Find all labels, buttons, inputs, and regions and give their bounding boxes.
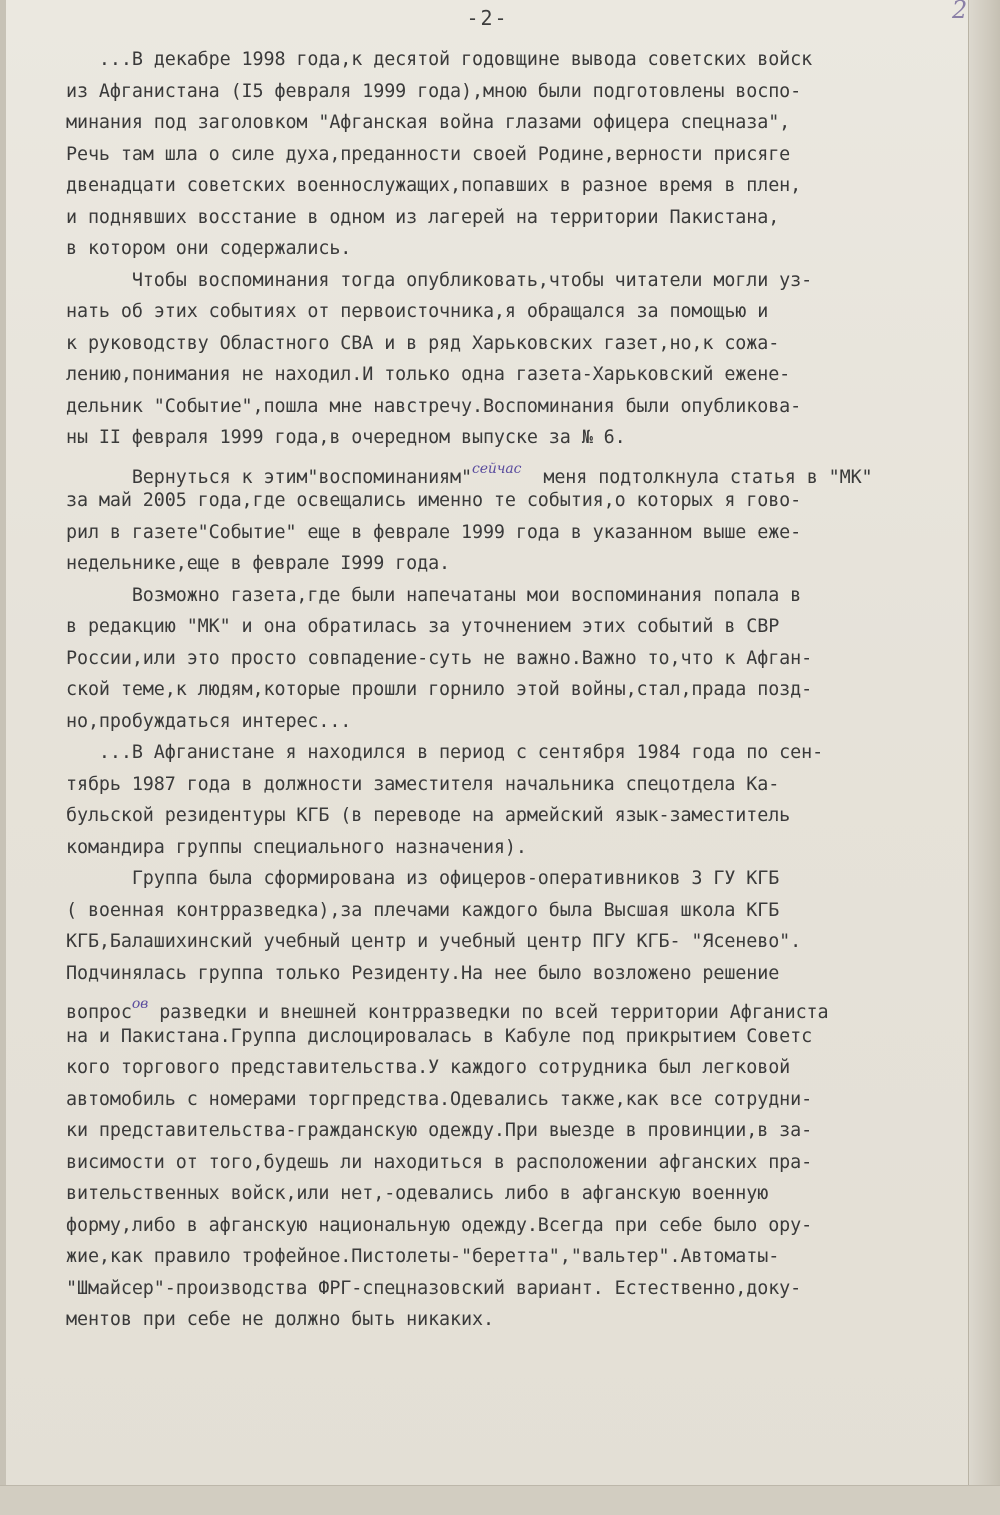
text-line: недельнике,еще в феврале I999 года.: [66, 553, 451, 574]
text-line: минания под заголовком "Афганская война глазами офицера спецназа",: [66, 112, 791, 133]
text-line: тябрь 1987 года в должности заместителя начальника спецотдела Ка-: [66, 773, 780, 795]
text-line: ментов при себе не должно быть никаких.: [66, 1309, 494, 1330]
text-line: бульской резидентуры КГБ (в переводе на армейский язык-заместитель: [66, 805, 791, 826]
text-line: в котором они содержались.: [66, 238, 352, 259]
page-bottom-edge: [0, 1485, 1000, 1515]
handwritten-insertion: сейчас: [471, 460, 522, 477]
text-line: Группа была сформирована из офицеров-оперативников 3 ГУ КГБ: [66, 868, 780, 889]
text-line: командира группы специального назначения).: [66, 836, 527, 858]
text-line: Чтобы воспоминания тогда опубликовать,чтобы читатели могли уз-: [66, 269, 813, 291]
text-line: Подчинялась группа только Резиденту.На нее было возложено решение: [66, 962, 780, 984]
text-line: ки представительства-гражданскую одежду.При выезде в провинции,в за-: [66, 1120, 813, 1141]
handwritten-correction: ов: [131, 996, 149, 1012]
handwritten-folio-number: 2: [952, 0, 968, 24]
text-line: вопрос$^{ов}$ разведки и внешней контрразведки по всей территории Афганиста: [66, 996, 829, 1023]
text-line: вительственных войск,или нет,-одевались либо в афганскую военную: [66, 1183, 769, 1204]
text-line: жие,как правило трофейное.Пистолеты-"беретта","вальтер".Автоматы-: [66, 1246, 780, 1267]
binding-edge: [0, 0, 6, 1515]
text-line: ...В Афганистане я находился в период с сентября 1984 года по сен-: [66, 742, 824, 763]
text-line: но,пробуждаться интерес...: [66, 710, 352, 732]
text-line: лению,понимания не находил.И только одна газета-Харьковский ежене-: [66, 364, 791, 385]
text-line: на и Пакистана.Группа дислоцировалась в Кабуле под прикрытием Советс: [66, 1025, 813, 1047]
text-line: из Афганистана (I5 февраля 1999 года),мною были подготовлены воспо-: [66, 80, 802, 102]
text-line: и поднявших восстание в одном из лагерей на территории Пакистана,: [66, 206, 780, 228]
typewritten-body: [66, 44, 978, 1336]
text-line: рил в газете"Событие" еще в феврале 1999 года в указанном выше еже-: [66, 521, 802, 543]
text-line: двенадцати советских военнослужащих,попавших в разное время в плен,: [66, 175, 802, 196]
page-number: -2-: [466, 6, 509, 30]
text-line: нать об этих событиях от первоисточника,я обращался за помощью и: [66, 301, 769, 322]
text-line: форму,либо в афганскую национальную одежду.Всегда при себе было ору-: [66, 1214, 813, 1236]
text-line: ской теме,к людям,которые прошли горнило этой войны,стал,прада позд-: [66, 679, 813, 700]
text-line: ...В декабре 1998 года,к десятой годовщине вывода советских войск: [66, 49, 813, 70]
text-line: автомобиль с номерами торгпредства.Одевались также,как все сотрудни-: [66, 1088, 813, 1110]
text-line: России,или это просто совпадение-суть не важно.Важно то,что к Афган-: [66, 647, 813, 669]
text-line: кого торгового представительства.У каждого сотрудника был легковой: [66, 1057, 791, 1078]
text-line: Речь там шла о силе духа,преданности своей Родине,верности присяге: [66, 143, 791, 165]
text-line: к руководству Областного СВА и в ряд Харьковских газет,но,к сожа-: [66, 332, 780, 354]
text-line: ны II февраля 1999 года,в очередном выпуске за № 6.: [66, 427, 626, 448]
text-line: "Шмайсер"-производства ФРГ-спецназовский вариант. Естественно,доку-: [66, 1277, 802, 1299]
text-line: за май 2005 года,где освещались именно те события,о которых я гово-: [66, 490, 802, 511]
text-line: в редакцию "МК" и она обратилась за уточнением этих событий в СВР: [66, 616, 780, 637]
text-line: висимости от того,будешь ли находиться в расположении афганских пра-: [66, 1151, 813, 1173]
text-line: Вернуться к этим"воспоминаниям"$^{сейчас}$ меня подтолкнула статья в "МК": [66, 460, 873, 488]
text-line: ( военная контрразведка),за плечами каждого была Высшая школа КГБ: [66, 899, 780, 921]
text-line: Возможно газета,где были напечатаны мои воспоминания попала в: [66, 584, 802, 606]
text-line: КГБ,Балашихинский учебный центр и учебный центр ПГУ КГБ- "Ясенево".: [66, 931, 802, 952]
text-line: дельник "Событие",пошла мне навстречу.Воспоминания были опубликова-: [66, 395, 802, 417]
